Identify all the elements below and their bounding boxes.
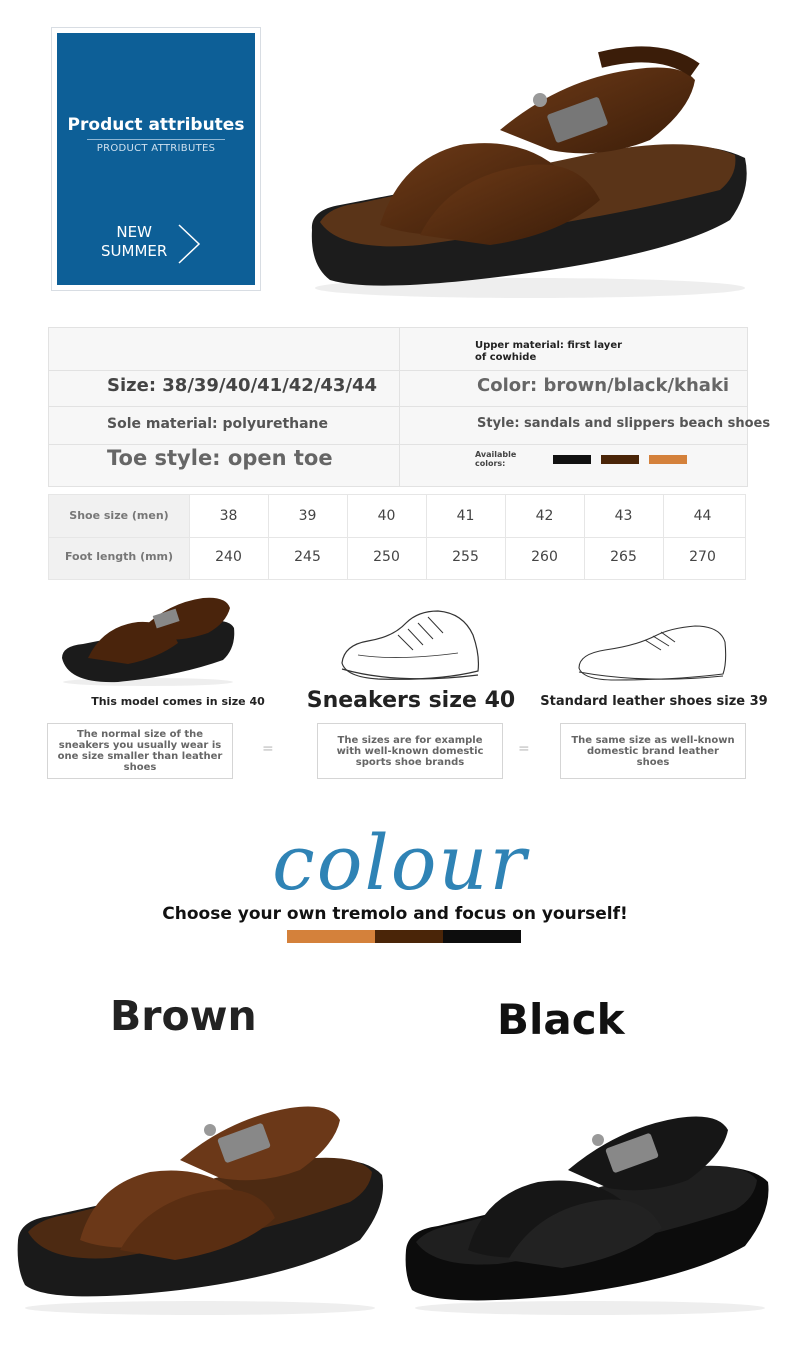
available-colors-label: Available colors: (475, 450, 517, 468)
divider (49, 444, 747, 445)
new-text: NEW (116, 223, 152, 241)
sole-attribute: Sole material: polyurethane (107, 416, 329, 432)
black-sandal-image (400, 1100, 775, 1320)
tagline: Choose your own tremolo and focus on yourself! (162, 904, 628, 924)
divider (49, 370, 747, 371)
comparison-note-leather: The same size as well-known domestic brand leather shoes (560, 723, 746, 779)
shoe-size-cell: 39 (298, 508, 317, 524)
divider (49, 406, 747, 407)
model-caption: This model comes in size 40 (91, 695, 265, 708)
leather-caption: Standard leather shoes size 39 (540, 694, 768, 709)
foot-length-cell: 255 (452, 549, 479, 565)
foot-length-cell: 240 (215, 549, 242, 565)
equals-sign: = (262, 741, 274, 757)
color-bar-khaki (287, 930, 375, 943)
foot-length-cell: 250 (373, 549, 400, 565)
hero-sandal-image (300, 40, 760, 305)
black-variant-label: Black (497, 995, 625, 1044)
divider (399, 328, 400, 486)
sneaker-caption: Sneakers size 40 (306, 688, 516, 713)
swatch-khaki (649, 455, 687, 464)
comparison-note-sneakers: The normal size of the sneakers you usually wear is one size smaller than leather shoes (47, 723, 233, 779)
product-attributes-card (52, 28, 260, 290)
color-bar-brown (375, 930, 443, 943)
upper-material: Upper material: first layer of cowhide (475, 340, 623, 363)
equals-sign: = (518, 741, 530, 757)
comparison-note-brands: The sizes are for example with well-known domestic sports shoe brands (317, 723, 503, 779)
divider (87, 139, 225, 140)
shoe-size-cell: 38 (219, 508, 238, 524)
shoe-size-cell: 44 (693, 508, 712, 524)
size-table (48, 494, 746, 580)
chevron-right-icon (177, 223, 201, 265)
divider (49, 537, 745, 538)
swatch-black (553, 455, 591, 464)
new-summer-label (101, 223, 167, 261)
blue-panel (57, 33, 255, 285)
toe-attribute: Toe style: open toe (107, 446, 333, 470)
size-attribute: Size: 38/39/40/41/42/43/44 (107, 375, 378, 396)
shoe-size-cell: 40 (377, 508, 396, 524)
foot-length-label: Foot length (mm) (64, 550, 174, 563)
foot-length-cell: 265 (610, 549, 637, 565)
section-subtitle: PRODUCT ATTRIBUTES (96, 143, 216, 154)
leather-shoe-image (575, 618, 730, 686)
foot-length-cell: 245 (294, 549, 321, 565)
color-bar-black (443, 930, 521, 943)
section-title: Product attributes (67, 115, 245, 135)
swatch-brown (601, 455, 639, 464)
colour-heading: colour (272, 818, 528, 907)
brown-sandal-image (10, 1090, 390, 1320)
attributes-table (48, 327, 771, 487)
model-sandal-image (58, 588, 238, 688)
sneaker-image (338, 605, 483, 687)
shoe-size-label: Shoe size (men) (69, 509, 169, 522)
foot-length-cell: 260 (531, 549, 558, 565)
color-attribute: Color: brown/black/khaki (477, 375, 730, 396)
foot-length-cell: 270 (689, 549, 716, 565)
summer-text: SUMMER (101, 242, 168, 260)
shoe-size-cell: 43 (614, 508, 633, 524)
shoe-size-cell: 41 (456, 508, 475, 524)
shoe-size-cell: 42 (535, 508, 554, 524)
brown-variant-label: Brown (110, 992, 257, 1040)
style-attribute: Style: sandals and slippers beach shoes (477, 416, 771, 431)
